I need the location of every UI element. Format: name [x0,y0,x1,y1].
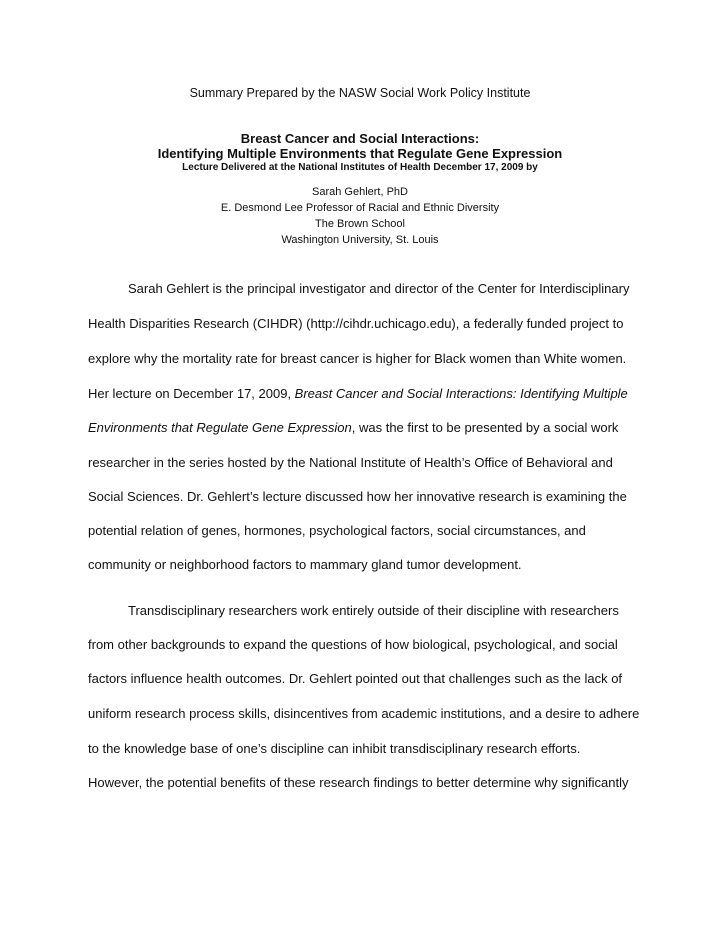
paragraph-1-line-5 [88,420,658,435]
paragraph-1-line-2: Health Disparities Research (CIHDR) (http://cihdr.uchicago.edu), a federally funded project to [88,316,624,331]
paragraph-1-line-4-prefix: Her lecture on December 17, 2009, [88,386,295,401]
paragraph-1-line-4 [88,386,658,401]
paragraph-2-line-4: uniform research process skills, disincentives from academic institutions, and a desire to adhere [88,706,640,721]
paragraph-1-line-1: Sarah Gehlert is the principal investigator and director of the Center for Interdisciplinary [128,281,630,296]
speaker-university: Washington University, St. Louis [281,234,439,246]
summary-line: Summary Prepared by the NASW Social Work Policy Institute [189,86,531,100]
speaker-name: Sarah Gehlert, PhD [312,186,408,198]
title-line-1: Breast Cancer and Social Interactions: [240,131,480,146]
paragraph-1-line-9: community or neighborhood factors to mammary gland tumor development. [88,557,522,572]
paragraph-2-line-2: from other backgrounds to expand the questions of how biological, psychological, and social [88,637,618,652]
paragraph-2-line-1: Transdisciplinary researchers work entirely outside of their discipline with researchers [128,603,619,618]
title-line-2: Identifying Multiple Environments that Regulate Gene Expression [157,146,563,161]
paragraph-1-line-8: potential relation of genes, hormones, psychological factors, social circumstances, and [88,523,586,538]
speaker-school: The Brown School [315,218,405,230]
paragraph-1-line-5-italic: Environments that Regulate Gene Expression [88,420,352,435]
paragraph-1-line-4-italic: Breast Cancer and Social Interactions: Identifying Multiple [294,386,628,401]
paragraph-1-line-6: researcher in the series hosted by the National Institute of Health’s Office of Behavioral and [88,455,613,470]
paragraph-2-line-3: factors influence health outcomes. Dr. Gehlert pointed out that challenges such as the lack of [88,671,623,686]
paragraph-2-line-5: to the knowledge base of one’s discipline can inhibit transdisciplinary research efforts. [88,741,581,756]
lecture-line: Lecture Delivered at the National Institutes of Health December 17, 2009 by [182,162,538,173]
paragraph-1-line-5-suffix: , was the first to be presented by a social work [351,420,619,435]
speaker-title: E. Desmond Lee Professor of Racial and Ethnic Diversity [220,202,500,214]
paragraph-1-line-7: Social Sciences. Dr. Gehlert’s lecture discussed how her innovative research is examining the [88,489,627,504]
paragraph-2-line-6: However, the potential benefits of these research findings to better determine why significantly [88,775,629,790]
paragraph-1-line-3: explore why the mortality rate for breast cancer is higher for Black women than White women. [88,351,627,366]
